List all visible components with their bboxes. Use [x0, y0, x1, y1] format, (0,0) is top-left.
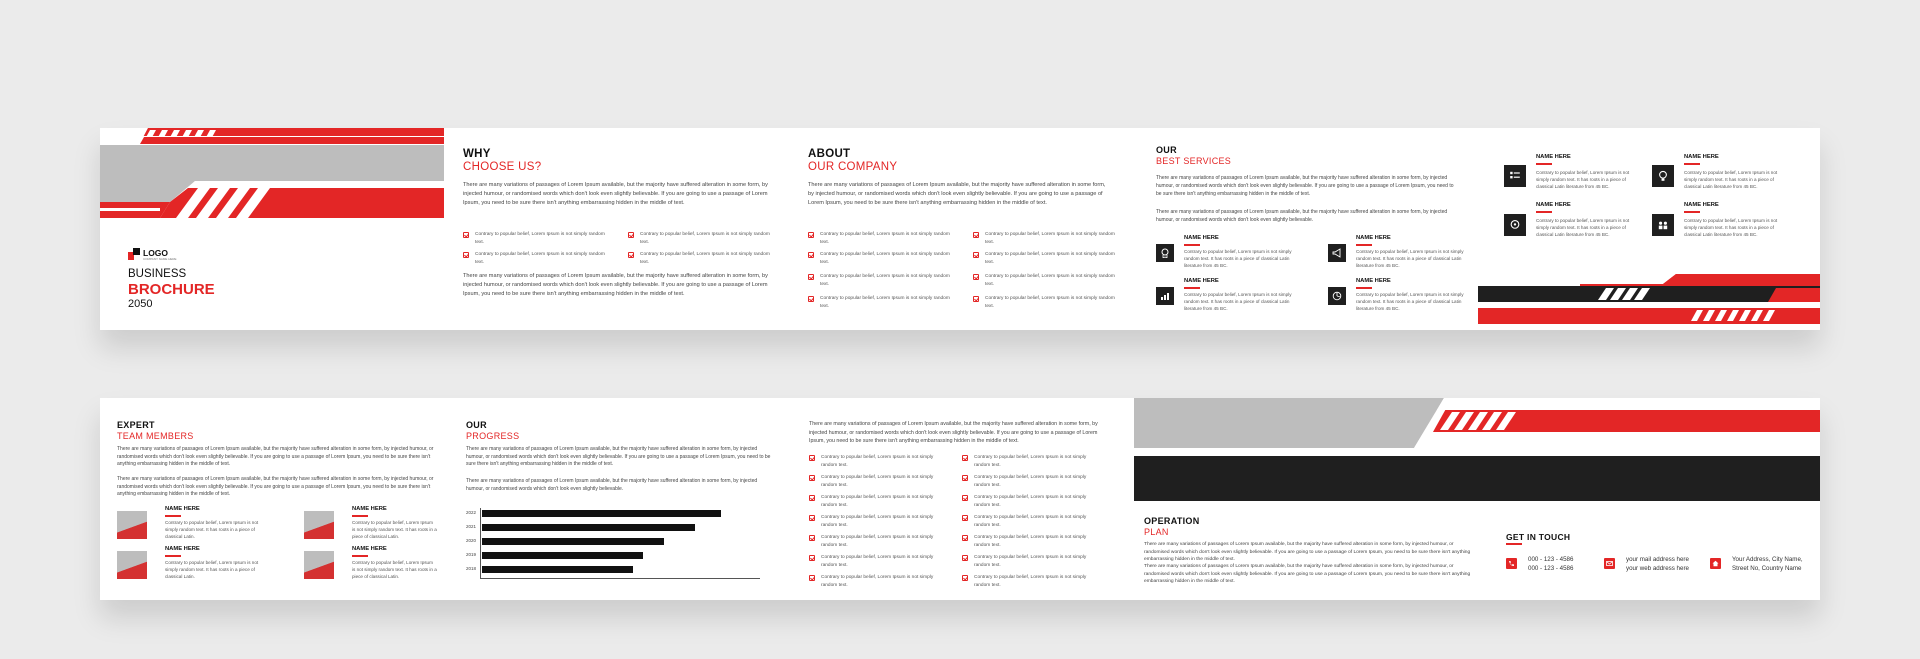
features-panel	[1478, 128, 1820, 330]
checklist-item: Contrary to popular belief, Lorem Ipsum is not simply random text.	[809, 554, 946, 569]
feature-bulb-icon	[1652, 165, 1674, 187]
progress-paragraph-1: There are many variations of passages of Lorem Ipsum available, but the majority have suffered alteration in some form, by injected humour, or randomised words which don't look even slightly believable. If you are going to use a passage of Lorem Ipsum, you need to be sure there isn't anything embarrassing hidden in the middle of text.	[466, 446, 771, 467]
why-paragraph-2: There are many variations of passages of Lorem Ipsum available, but the majority have suffered alteration in some form, by injected humour, or randomised words which don't look even slightly believable. If you are going to use a passage of Lorem Ipsum, you need to be sure there isn't anything embarrassing hidden in the middle of text.	[463, 273, 768, 297]
service-underline-3	[1184, 287, 1200, 289]
checkmark-icon	[962, 475, 968, 481]
why-panel	[444, 128, 789, 330]
logo-mark-icon	[128, 248, 140, 260]
operation-paragraph-1: There are many variations of passages of Lorem Ipsum available, but the majority have suffered alteration in some form, by injected humour, or randomised words which don't look even slightly believable. If you are going to use a passage of Lorem Ipsum, you need to be sure there isn't anything embarrassing hidden in the middle of text.	[1144, 542, 1471, 562]
checkmark-icon	[962, 515, 968, 521]
chart-tick-label: 2021	[466, 524, 477, 529]
checklist-item: Contrary to popular belief, Lorem Ipsum is not simply random text.	[962, 474, 1099, 489]
why-heading: WHY	[463, 148, 491, 160]
checklist-item: Contrary to popular belief, Lorem Ipsum is not simply random text.	[809, 514, 946, 529]
feature-text-2: Contrary to popular belief, Lorem Ipsum is not simply random text. It has roots in a piece of classical Latin literature from 45 BC.	[1684, 170, 1778, 189]
progress-paragraph-2: There are many variations of passages of Lorem Ipsum available, but the majority have suffered alteration in some form, by injected humour, or randomised words which don't look even slightly believable.	[466, 478, 758, 492]
checklist-item: Contrary to popular belief, Lorem Ipsum is not simply random text.	[962, 494, 1099, 509]
team-heading: EXPERT	[117, 420, 155, 430]
contact-title: GET IN TOUCH	[1506, 532, 1571, 542]
checklist-item: Contrary to popular belief, Lorem Ipsum is not simply random text.	[962, 554, 1099, 569]
checklist-item: Contrary to popular belief, Lorem Ipsum is not simply random text.	[962, 454, 1099, 469]
about-check-8: Contrary to popular belief, Lorem Ipsum is not simply random text.	[973, 295, 1120, 310]
team-text-2: Contrary to popular belief, Lorem Ipsum is not simply random text. It has roots in a piece of classical Latin.	[352, 520, 437, 539]
checkmark-icon	[962, 495, 968, 501]
service-text-2: Contrary to popular belief, Lorem Ipsum is not simply random text. It has roots in a piece of classical Latin literature from 45 BC.	[1356, 249, 1464, 268]
services-heading: OUR	[1156, 145, 1177, 155]
service-chart-icon	[1156, 287, 1174, 305]
checkmark-icon	[962, 455, 968, 461]
feature-idea-icon	[1504, 214, 1526, 236]
brochure-inside	[100, 398, 1820, 600]
cover-title-1: BUSINESS	[128, 268, 187, 280]
contact-phone-2[interactable]: 000 - 123 - 4586	[1528, 565, 1574, 572]
team-underline-4	[352, 555, 368, 557]
why-check-4: Contrary to popular belief, Lorem Ipsum is not simply random text.	[628, 251, 770, 266]
feature-text-1: Contrary to popular belief, Lorem Ipsum is not simply random text. It has roots in a piece of classical Latin literature from 45 BC.	[1536, 170, 1630, 189]
team-underline-2	[352, 515, 368, 517]
checklist-item: Contrary to popular belief, Lorem Ipsum is not simply random text.	[809, 534, 946, 549]
about-check-7: Contrary to popular belief, Lorem Ipsum is not simply random text.	[808, 295, 955, 310]
chart-bar	[482, 538, 664, 545]
feature-name-3: NAME HERE	[1536, 202, 1571, 208]
team-text-4: Contrary to popular belief, Lorem Ipsum is not simply random text. It has roots in a piece of classical Latin.	[352, 560, 437, 579]
service-underline-1	[1184, 244, 1200, 246]
about-heading: ABOUT	[808, 148, 851, 160]
team-paragraph-1: There are many variations of passages of Lorem Ipsum available, but the majority have suffered alteration in some form, by injected humour, or randomised words which don't look even slightly believable. If you are going to use a passage of Lorem Ipsum, you need to be sure there isn't anything embarrassing hidden in the middle of text.	[117, 446, 434, 467]
checkmark-icon	[809, 475, 815, 481]
why-check-3: Contrary to popular belief, Lorem Ipsum is not simply random text.	[463, 251, 605, 266]
about-check-6: Contrary to popular belief, Lorem Ipsum is not simply random text.	[973, 273, 1120, 288]
team-name-1: NAME HERE	[165, 506, 200, 512]
why-check-2: Contrary to popular belief, Lorem Ipsum is not simply random text.	[628, 231, 770, 246]
checkmark-icon	[809, 535, 815, 541]
team-underline-3	[165, 555, 181, 557]
brochure-outside	[100, 128, 1820, 330]
services-subheading: BEST SERVICES	[1156, 156, 1232, 166]
service-text-4: Contrary to popular belief, Lorem Ipsum is not simply random text. It has roots in a piece of classical Latin literature from 45 BC.	[1356, 292, 1464, 311]
checklist-item: Contrary to popular belief, Lorem Ipsum is not simply random text.	[962, 514, 1099, 529]
team-name-3: NAME HERE	[165, 546, 200, 552]
feature-name-1: NAME HERE	[1536, 154, 1571, 160]
contact-phone-1[interactable]: 000 - 123 - 4586	[1528, 556, 1574, 563]
service-name-4: NAME HERE	[1356, 278, 1391, 284]
checkmark-icon	[809, 455, 815, 461]
team-underline-1	[165, 515, 181, 517]
operation-heading: OPERATION	[1144, 516, 1200, 526]
checklist-item: Contrary to popular belief, Lorem Ipsum is not simply random text.	[962, 534, 1099, 549]
services-paragraph-1: There are many variations of passages of Lorem Ipsum available, but the majority have suffered alteration in some form, by injected humour, or randomised words which don't look even slightly believable. If you are going to use a passage of Lorem Ipsum, you need to be sure there isn't anything embarrassing hidden in the middle of text.	[1156, 175, 1454, 197]
checkmark-icon	[962, 535, 968, 541]
checkmark-icon	[962, 555, 968, 561]
feature-list-icon	[1504, 165, 1526, 187]
chart-tick-label: 2019	[466, 552, 477, 557]
service-underline-2	[1356, 244, 1372, 246]
feature-underline-1	[1536, 163, 1552, 165]
chart-bar	[482, 524, 695, 531]
checkmark-icon	[809, 575, 815, 581]
progress-panel	[444, 398, 789, 600]
team-paragraph-2: There are many variations of passages of Lorem Ipsum available, but the majority have suffered alteration in some form, by injected humour, or randomised words which don't look even slightly believable. If you are going to use a passage of Lorem Ipsum, you need to be sure there isn't anything embarrassing hidden in the middle of text.	[117, 476, 434, 497]
checkmark-icon	[809, 555, 815, 561]
services-panel	[1134, 128, 1478, 330]
about-panel	[789, 128, 1134, 330]
operation-panel	[1134, 398, 1820, 600]
why-check-1: Contrary to popular belief, Lorem Ipsum is not simply random text.	[463, 231, 605, 246]
feature-underline-3	[1536, 211, 1552, 213]
feature-underline-2	[1684, 163, 1700, 165]
contact-underline	[1506, 543, 1522, 545]
logo-tagline: COMPANY NAME HERE	[143, 257, 177, 261]
team-text-1: Contrary to popular belief, Lorem Ipsum is not simply random text. It has roots in a piece of classical Latin.	[165, 520, 259, 539]
feature-name-2: NAME HERE	[1684, 154, 1719, 160]
operation-paragraph-2: There are many variations of passages of Lorem Ipsum available, but the majority have suffered alteration in some form, by injected humour, or randomised words which don't look even slightly believable. If you are going to use a passage of Lorem Ipsum, you need to be sure there isn't anything embarrassing hidden in the middle of text.	[1144, 564, 1471, 584]
team-photo-4	[304, 551, 334, 579]
progress-bar-chart	[466, 508, 766, 583]
service-award-icon	[1156, 244, 1174, 262]
about-subheading: OUR COMPANY	[808, 161, 898, 173]
checklist-item: Contrary to popular belief, Lorem Ipsum is not simply random text.	[809, 474, 946, 489]
service-text-3: Contrary to popular belief, Lorem Ipsum is not simply random text. It has roots in a piece of classical Latin literature from 45 BC.	[1184, 292, 1292, 311]
chart-tick-label: 2020	[466, 538, 477, 543]
team-panel	[100, 398, 444, 600]
chart-tick-label: 2018	[466, 566, 477, 571]
checklist-item: Contrary to popular belief, Lorem Ipsum is not simply random text.	[962, 574, 1099, 589]
back-panel-graphic	[1478, 274, 1820, 330]
checkmark-icon	[809, 495, 815, 501]
checklist-item: Contrary to popular belief, Lorem Ipsum is not simply random text.	[809, 574, 946, 589]
checklist-panel	[789, 398, 1134, 600]
cover-year: 2050	[128, 298, 153, 310]
about-check-1: Contrary to popular belief, Lorem Ipsum is not simply random text.	[808, 231, 955, 246]
checkmark-icon	[962, 575, 968, 581]
checkmark-icon	[809, 515, 815, 521]
chart-y-axis	[480, 508, 481, 578]
chart-bar	[482, 566, 633, 573]
service-name-1: NAME HERE	[1184, 235, 1219, 241]
logo-text: LOGO	[143, 248, 169, 258]
feature-underline-4	[1684, 211, 1700, 213]
feature-team-icon	[1652, 214, 1674, 236]
service-megaphone-icon	[1328, 244, 1346, 262]
progress-subheading: PROGRESS	[466, 431, 520, 441]
about-paragraph: There are many variations of passages of Lorem Ipsum available, but the majority have suffered alteration in some form, by injected humour, or randomised words which don't look even slightly believable. If you are going to use a passage of Lorem Ipsum, you need to be sure there isn't anything embarrassing hidden in the middle of text.	[808, 182, 1106, 206]
about-check-5: Contrary to popular belief, Lorem Ipsum is not simply random text.	[808, 273, 955, 288]
team-name-4: NAME HERE	[352, 546, 387, 552]
phone-icon	[1506, 558, 1517, 569]
checklist-paragraph: There are many variations of passages of Lorem Ipsum available, but the majority have suffered alteration in some form, by injected humour, or randomised words which don't look even slightly believable. If you are going to use a passage of Lorem Ipsum, you need to be sure there isn't anything embarrassing hidden in the middle of text.	[809, 421, 1098, 444]
contact-address-1: Your Address, City Name,	[1732, 556, 1803, 563]
contact-web[interactable]: your web address here	[1626, 565, 1689, 572]
checklist-item: Contrary to popular belief, Lorem Ipsum is not simply random text.	[809, 454, 946, 469]
team-subheading: TEAM MEMBERS	[117, 431, 194, 441]
about-check-3: Contrary to popular belief, Lorem Ipsum is not simply random text.	[808, 251, 955, 266]
feature-text-4: Contrary to popular belief, Lorem Ipsum is not simply random text. It has roots in a piece of classical Latin literature from 45 BC.	[1684, 218, 1778, 237]
team-photo-3	[117, 551, 147, 579]
mail-icon	[1604, 558, 1615, 569]
home-icon	[1710, 558, 1721, 569]
about-check-2: Contrary to popular belief, Lorem Ipsum is not simply random text.	[973, 231, 1120, 246]
service-name-2: NAME HERE	[1356, 235, 1391, 241]
chart-bar	[482, 552, 643, 559]
about-check-4: Contrary to popular belief, Lorem Ipsum is not simply random text.	[973, 251, 1120, 266]
cover-panel	[100, 128, 444, 330]
chart-x-axis	[480, 578, 760, 579]
feature-text-3: Contrary to popular belief, Lorem Ipsum is not simply random text. It has roots in a piece of classical Latin literature from 45 BC.	[1536, 218, 1630, 237]
service-text-1: Contrary to popular belief, Lorem Ipsum is not simply random text. It has roots in a piece of classical Latin literature from 45 BC.	[1184, 249, 1292, 268]
operation-subheading: PLAN	[1144, 527, 1169, 537]
team-text-3: Contrary to popular belief, Lorem Ipsum is not simply random text. It has roots in a piece of classical Latin.	[165, 560, 259, 579]
contact-address-2: Street No, Country Name	[1732, 565, 1802, 572]
why-subheading: CHOOSE US?	[463, 161, 542, 173]
service-underline-4	[1356, 287, 1372, 289]
team-photo-1	[117, 511, 147, 539]
cover-title-2: BROCHURE	[128, 281, 215, 298]
chart-bar	[482, 510, 721, 517]
feature-name-4: NAME HERE	[1684, 202, 1719, 208]
service-pie-icon	[1328, 287, 1346, 305]
services-paragraph-2: There are many variations of passages of Lorem Ipsum available, but the majority have suffered alteration in some form, by injected humour, or randomised words which don't look even slightly believable.	[1156, 209, 1448, 223]
operation-graphic	[1134, 398, 1820, 503]
why-paragraph-1: There are many variations of passages of Lorem Ipsum available, but the majority have suffered alteration in some form, by injected humour, or randomised words which don't look even slightly believable. If you are going to use a passage of Lorem Ipsum, you need to be sure there isn't anything embarrassing hidden in the middle of text.	[463, 182, 768, 206]
team-photo-2	[304, 511, 334, 539]
progress-heading: OUR	[466, 420, 487, 430]
contact-email[interactable]: your mail address here	[1626, 556, 1689, 563]
team-name-2: NAME HERE	[352, 506, 387, 512]
service-name-3: NAME HERE	[1184, 278, 1219, 284]
checklist-item: Contrary to popular belief, Lorem Ipsum is not simply random text.	[809, 494, 946, 509]
chart-tick-label: 2022	[466, 510, 477, 515]
